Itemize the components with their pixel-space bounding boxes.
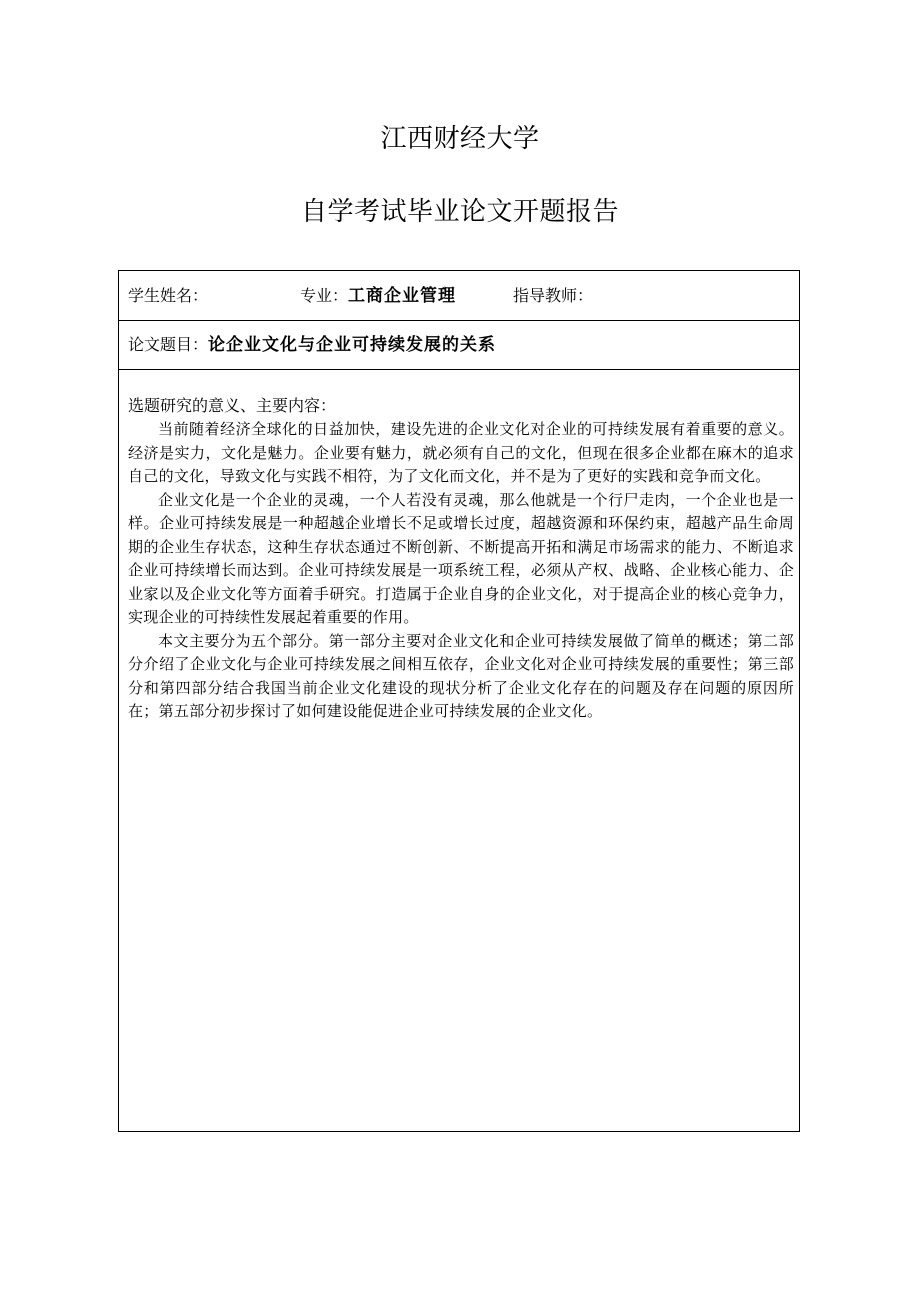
content-row xyxy=(119,370,799,1130)
paragraph-3: 本文主要分为五个部分。第一部分主要对企业文化和企业可持续发展做了简单的概述；第二部分介绍了企业文化与企业可持续发展之间相互依存，企业文化对企业可持续发展的重要性；第三部分和第四部分结合我国当前企业文化建设的现状分析了企业文化存在的问题及存在问题的原因所在；第五部分初步探讨了如何建设能促进企业可持续发展的企业文化。 xyxy=(128,631,794,720)
major-field xyxy=(300,286,456,306)
university-title: 江西财经大学 xyxy=(380,124,540,154)
student-info-row xyxy=(119,271,799,321)
topic-label: 论文题目： xyxy=(128,335,209,354)
major-value: 工商企业管理 xyxy=(348,286,457,306)
section-label: 选题研究的意义、主要内容： xyxy=(128,396,337,415)
report-title: 自学考试毕业论文开题报告 xyxy=(300,197,619,227)
topic-field xyxy=(128,335,496,355)
major-label: 专业： xyxy=(300,286,349,305)
student-name-label: 学生姓名： xyxy=(128,286,209,305)
topic-value: 论企业文化与企业可持续发展的关系 xyxy=(208,335,497,355)
advisor-label: 指导教师： xyxy=(513,286,594,305)
topic-row xyxy=(119,321,799,370)
content-body xyxy=(128,394,794,724)
paragraph-1: 当前随着经济全球化的日益加快，建设先进的企业文化对企业的可持续发展有着重要的意义。经济是实力，文化是魅力。企业要有魅力，就必须有自己的文化，但现在很多企业都在麻木的追求自己的文化，导致文化与实践不相符，为了文化而文化，并不是为了更好的实践和竞争而文化。 xyxy=(128,420,794,485)
paragraph-2: 企业文化是一个企业的灵魂，一个人若没有灵魂，那么他就是一个行尸走肉，一个企业也是一样。企业可持续发展是一种超越企业增长不足或增长过度，超越资源和环保约束，超越产品生命周期的企业生存状态，这种生存状态通过不断创新、不断提高开拓和满足市场需求的能力、不断追求企业可持续增长而达到。企业可持续发展是一项系统工程，必须从产权、战略、企业核心能力、企业家以及企业文化等方面着手研究。打造属于企业自身的企业文化，对于提高企业的核心竞争力，实现企业的可持续性发展起着重要的作用。 xyxy=(128,490,794,626)
proposal-form-table xyxy=(118,270,800,1132)
